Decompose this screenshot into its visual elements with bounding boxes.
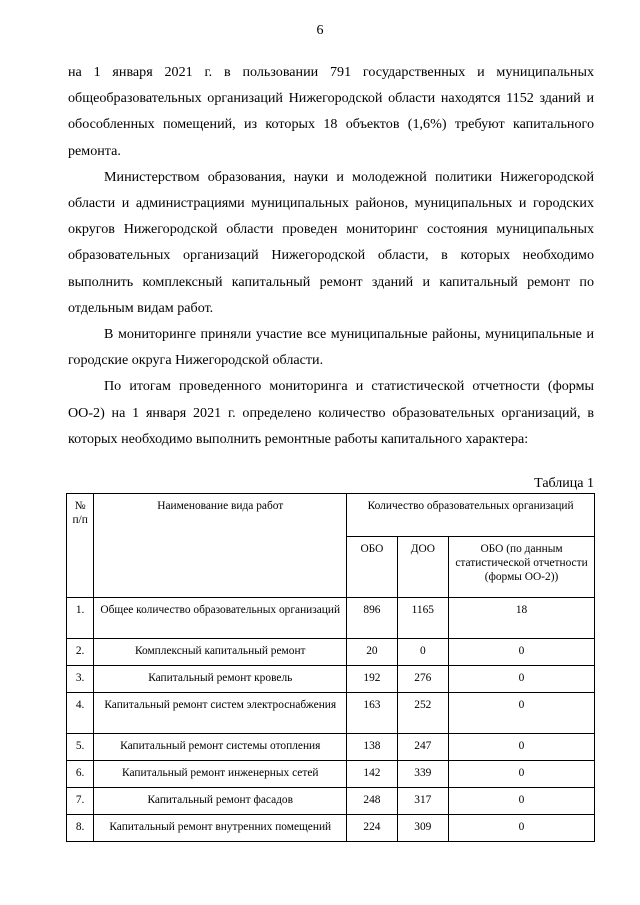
row-obo: 248	[347, 788, 397, 815]
row-stat: 18	[449, 598, 595, 639]
row-number: 2.	[67, 639, 94, 666]
row-doo: 1165	[397, 598, 448, 639]
row-obo: 896	[347, 598, 397, 639]
row-obo: 20	[347, 639, 397, 666]
row-number: 3.	[67, 666, 94, 693]
row-stat: 0	[449, 788, 595, 815]
header-number: № п/п	[67, 494, 94, 598]
row-number: 7.	[67, 788, 94, 815]
row-stat: 0	[449, 693, 595, 734]
table-row	[67, 788, 595, 815]
row-obo: 163	[347, 693, 397, 734]
row-name: Капитальный ремонт кровель	[94, 666, 347, 693]
row-doo: 309	[397, 815, 448, 842]
row-obo: 142	[347, 761, 397, 788]
row-name: Капитальный ремонт систем электроснабжения	[94, 693, 347, 734]
header-obo: ОБО	[347, 537, 397, 598]
work-types-table	[66, 493, 595, 842]
row-doo: 252	[397, 693, 448, 734]
paragraph: По итогам проведенного мониторинга и статистической отчетности (формы ОО-2) на 1 января 2021 г. определено количество образовательных организаций, в которых необходимо выполнить ремонтные работы капитального характера:	[68, 378, 594, 447]
table-row	[67, 815, 595, 842]
paragraph: на 1 января 2021 г. в пользовании 791 государственных и муниципальных общеобразовательных организаций Нижегородской области находятся 1152 зданий и обособленных помещений, из которых 18 объектов (1,6%) требуют капитального ремонта.	[68, 64, 594, 159]
header-obo-stat: ОБО (по данным статистической отчетности (формы ОО-2))	[449, 537, 595, 598]
row-name: Капитальный ремонт инженерных сетей	[94, 761, 347, 788]
row-doo: 0	[397, 639, 448, 666]
row-number: 6.	[67, 761, 94, 788]
table-row	[67, 598, 595, 639]
row-obo: 224	[347, 815, 397, 842]
row-number: 8.	[67, 815, 94, 842]
row-stat: 0	[449, 734, 595, 761]
row-name: Общее количество образовательных организаций	[94, 598, 347, 639]
row-doo: 339	[397, 761, 448, 788]
page-number: 6	[316, 23, 324, 38]
row-obo: 192	[347, 666, 397, 693]
row-name: Капитальный ремонт системы отопления	[94, 734, 347, 761]
table-row	[67, 734, 595, 761]
row-doo: 276	[397, 666, 448, 693]
row-doo: 247	[397, 734, 448, 761]
row-number: 1.	[67, 598, 94, 639]
row-doo: 317	[397, 788, 448, 815]
table-row	[67, 639, 595, 666]
table-row	[67, 666, 595, 693]
row-stat: 0	[449, 666, 595, 693]
header-doo: ДОО	[397, 537, 448, 598]
row-name: Капитальный ремонт внутренних помещений	[94, 815, 347, 842]
row-stat: 0	[449, 639, 595, 666]
row-stat: 0	[449, 761, 595, 788]
row-stat: 0	[449, 815, 595, 842]
row-number: 4.	[67, 693, 94, 734]
header-count-group: Количество образовательных организаций	[347, 494, 595, 537]
body-text	[68, 59, 594, 452]
row-obo: 138	[347, 734, 397, 761]
row-name: Капитальный ремонт фасадов	[94, 788, 347, 815]
header-work-type: Наименование вида работ	[94, 494, 347, 598]
table-row	[67, 693, 595, 734]
paragraph: Министерством образования, науки и молодежной политики Нижегородской области и администрациями муниципальных районов, муниципальных и городских округов Нижегородской области проведен мониторинг состояния муниципальных образовательных организаций Нижегородской области, в которых необходимо выполнить комплексный капитальный ремонт зданий и капитальный ремонт по отдельным видам работ.	[68, 168, 594, 316]
row-number: 5.	[67, 734, 94, 761]
row-name: Комплексный капитальный ремонт	[94, 639, 347, 666]
paragraph: В мониторинге приняли участие все муниципальные районы, муниципальные и городские округа Нижегородской области.	[68, 326, 594, 369]
table-caption: Таблица 1	[534, 476, 594, 491]
table-row	[67, 761, 595, 788]
